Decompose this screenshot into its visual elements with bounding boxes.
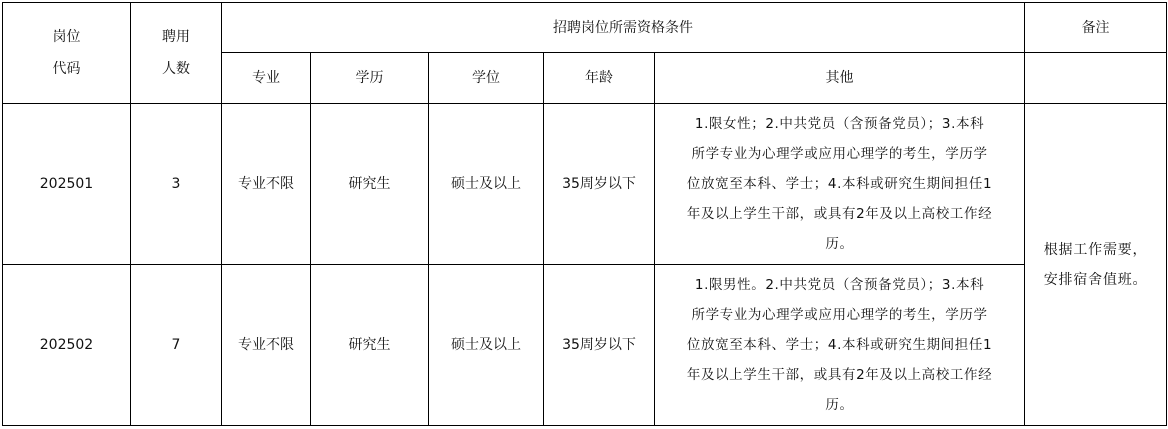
row-code: 202502 [3, 265, 131, 426]
remark-line: 根据工作需要， [1043, 241, 1148, 258]
row-code: 202501 [3, 104, 131, 265]
row-age: 35周岁以下 [544, 104, 655, 265]
header-position-code [3, 3, 131, 104]
header-position-code-line1: 岗位 [52, 29, 81, 45]
table-row [3, 104, 1167, 265]
row-major: 专业不限 [222, 265, 311, 426]
row-remark [1025, 104, 1167, 426]
row-major: 专业不限 [222, 104, 311, 265]
row-other-line: 所学专业为心理学或应用心理学的考生，学历学 [691, 146, 988, 162]
table-row [3, 265, 1167, 426]
recruitment-table [2, 2, 1167, 426]
row-age: 35周岁以下 [544, 265, 655, 426]
row-count: 7 [131, 265, 222, 426]
row-degree: 硕士及以上 [429, 104, 544, 265]
row-other-line: 所学专业为心理学或应用心理学的考生，学历学 [691, 307, 988, 323]
row-other-line: 位放宽至本科、学士；4.本科或研究生期间担任1 [686, 176, 993, 192]
header-hire-count-line1: 聘用 [162, 29, 190, 45]
header-remark-blank [1025, 53, 1167, 104]
row-other-line: 年及以上学生干部，或具有2年及以上高校工作经 [686, 367, 993, 383]
header-hire-count [131, 3, 222, 104]
row-other-line: 历。 [825, 236, 854, 252]
header-other: 其他 [655, 53, 1025, 104]
row-education: 研究生 [311, 104, 429, 265]
row-other-line: 年及以上学生干部，或具有2年及以上高校工作经 [686, 206, 993, 222]
row-other-line: 位放宽至本科、学士；4.本科或研究生期间担任1 [686, 337, 993, 353]
header-education: 学历 [311, 53, 429, 104]
header-conditions: 招聘岗位所需资格条件 [222, 3, 1025, 53]
header-major: 专业 [222, 53, 311, 104]
header-row-1 [3, 3, 1167, 53]
row-other-line: 1.限女性；2.中共党员（含预备党员）；3.本科 [694, 116, 985, 132]
header-degree: 学位 [429, 53, 544, 104]
header-remark: 备注 [1025, 3, 1167, 53]
header-age: 年龄 [544, 53, 655, 104]
row-other [655, 104, 1025, 265]
row-education: 研究生 [311, 265, 429, 426]
row-count: 3 [131, 104, 222, 265]
row-other-line: 历。 [825, 397, 854, 413]
remark-line: 安排宿舍值班。 [1043, 271, 1148, 288]
row-other-line: 1.限男性。2.中共党员（含预备党员）；3.本科 [694, 277, 985, 293]
header-position-code-line2: 代码 [52, 61, 81, 77]
row-other [655, 265, 1025, 426]
row-degree: 硕士及以上 [429, 265, 544, 426]
header-hire-count-line2: 人数 [162, 61, 190, 77]
